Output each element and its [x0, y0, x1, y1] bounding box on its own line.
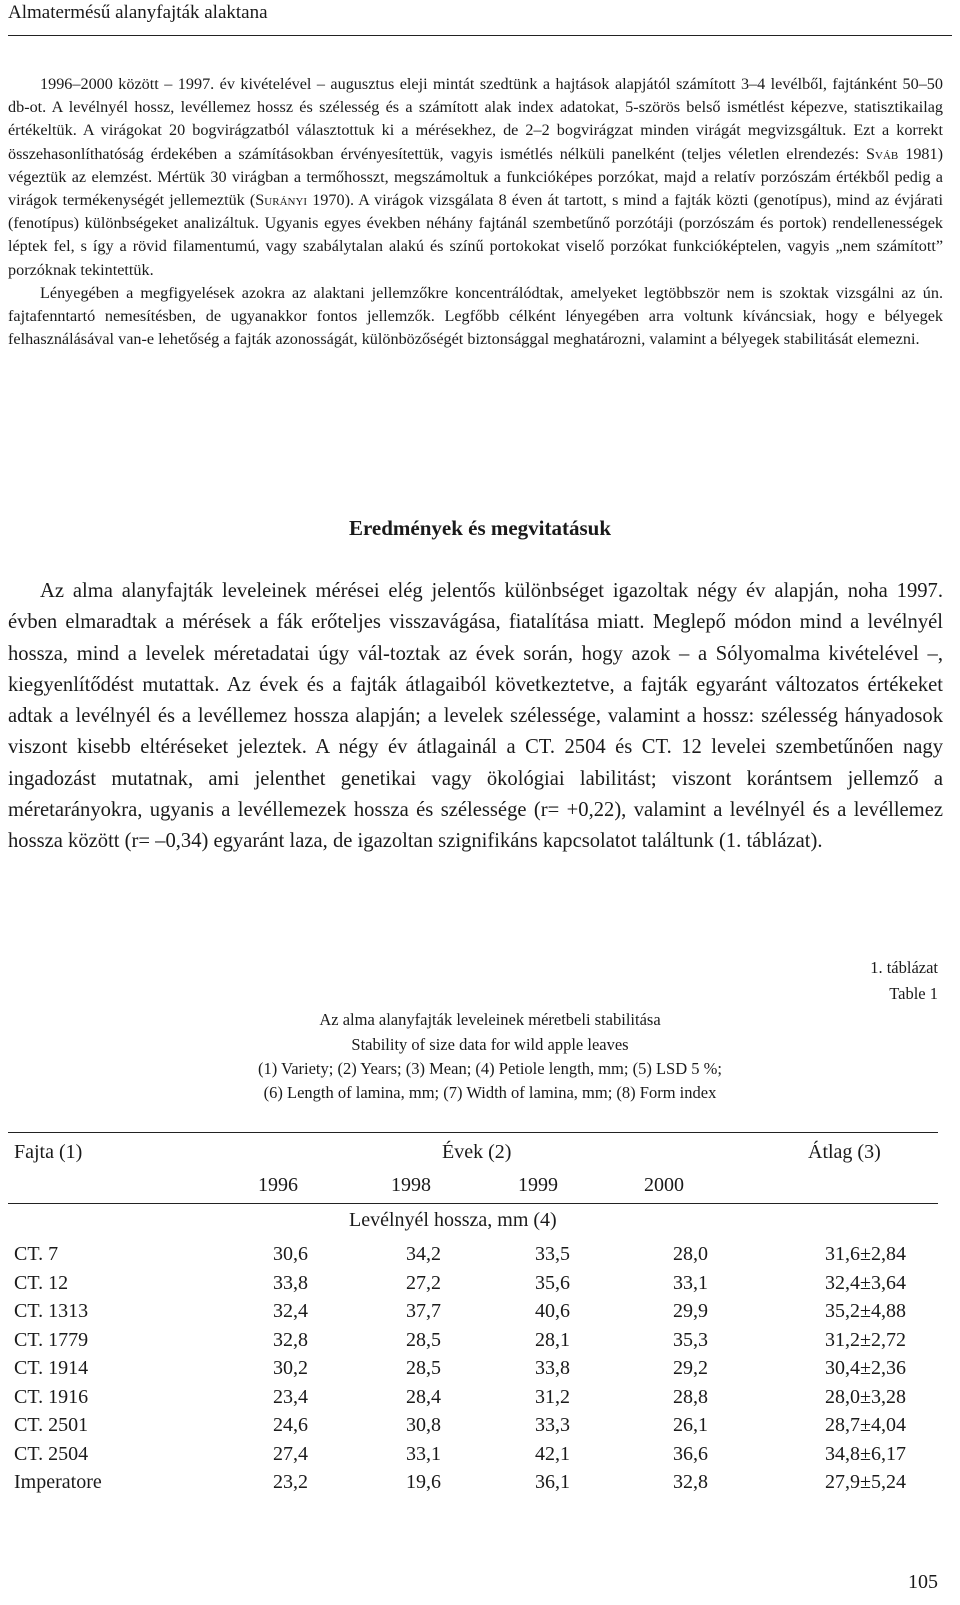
table-cell-mean: 30,4±2,36	[825, 1357, 906, 1379]
table-cell-value: 30,6	[273, 1243, 308, 1265]
table-cell-value: 23,4	[273, 1385, 308, 1408]
table-cell-value: 33,1	[406, 1442, 441, 1465]
table-cell-value: 24,6	[273, 1414, 308, 1436]
methods-paragraph-2: Lényegében a megfigyelések azokra az alaktani jellemzőkre koncentrálódtak, amelyeket legtöbbször nem is szoktak vizsgálni az ún. fajtafenntartó nemesítésben, de ugyanakkor fontos jellemzők. Legfőbb célként lényegében arra voltunk kíváncsiak, hogy e bélyegek felhasználásával van-e lehetőség a fajták azonosságát, különbözőségét biztonsággal meghatározni, valamint a bélyegek stabilitását elemezni.	[8, 283, 943, 349]
results-text	[8, 576, 943, 858]
header-variety: Fajta (1)	[14, 1141, 83, 1163]
running-head: Almatermésű alanyfajták alaktana	[8, 2, 268, 23]
table-top-rule	[8, 1132, 938, 1133]
author-svab: Sváb	[866, 144, 899, 163]
table-cell-value: 23,2	[273, 1471, 308, 1493]
table-cell-value: 35,3	[673, 1328, 708, 1351]
table-cell-variety: CT. 1916	[14, 1385, 89, 1408]
table-cell-value: 28,1	[535, 1328, 570, 1351]
table-cell-value: 28,4	[406, 1385, 441, 1408]
table-caption-2: Stability of size data for wild apple leaves	[351, 1035, 629, 1054]
table-cell-variety: CT. 1779	[14, 1328, 89, 1351]
table-cell-variety: CT. 7	[14, 1243, 59, 1265]
table-cell-value: 29,2	[673, 1357, 708, 1379]
year-1999: 1999	[518, 1174, 558, 1196]
table-cell-value: 42,1	[535, 1442, 570, 1465]
table-cell-value: 28,5	[406, 1328, 441, 1351]
table-cell-value: 36,6	[673, 1442, 708, 1465]
table-cell-mean: 28,7±4,04	[825, 1414, 906, 1436]
table-cell-mean: 28,0±3,28	[825, 1385, 906, 1408]
results-paragraph: Az alma alanyfajták leveleinek mérései elég jelentős különbséget igazoltak négy év alapján, noha 1997. évben elmaradtak a mérések a fák erőteljes visszavágása, fiatalítása miatt. Meglepő módon mind a levélnyél hossza, mind a levelek méretadatai úgy vál-toztak az évek során, hogy azok – a Sólyomalma kivételével –, kiegyenlítődést mutattak. Az évek és a fajták átlagaiból következtetve, a fajták egyaránt változatos értékeket adtak a levélnyél és a levéllemez hossza alapján; a levelek szélessége, valamint a hossz: szélesség hányadosok viszont kisebb eltéréseket jeleztek. A négy év átlagainál a CT. 2504 és CT. 12 levelei szembetűnően nagy ingadozást mutatnak, ami jelenthet genetikai vagy ökológiai labilitást; viszont korántsem jellemző a méretarányokra, ugyanis a levéllemezek hossza és szélessége (r= +0,22), valamint a levélnyél és a levéllemez hossza között (r= –0,34) egyaránt laza, de igazoltan szignifikáns kapcsolatot találtunk (1. táblázat).	[8, 580, 943, 853]
table-cell-value: 33,5	[535, 1243, 570, 1265]
subheader-petiole: Levélnyél hossza, mm (4)	[349, 1209, 557, 1231]
table-cell-value: 27,4	[273, 1442, 308, 1465]
table-cell-value: 37,7	[406, 1300, 441, 1322]
table-cell-value: 29,9	[673, 1300, 708, 1322]
table-cell-value: 35,6	[535, 1271, 570, 1294]
year-2000: 2000	[644, 1174, 684, 1196]
table-cell-mean: 31,6±2,84	[825, 1243, 906, 1265]
year-1996: 1996	[258, 1174, 298, 1196]
table-cell-value: 27,2	[406, 1271, 441, 1294]
table-cell-value: 33,8	[273, 1271, 308, 1294]
table-cell-value: 31,2	[535, 1385, 570, 1408]
year-1998: 1998	[391, 1174, 431, 1196]
table-cell-value: 34,2	[406, 1243, 441, 1265]
table-cell-variety: CT. 1914	[14, 1357, 89, 1379]
table-cell-variety: CT. 1313	[14, 1300, 89, 1322]
table-caption-4: (6) Length of lamina, mm; (7) Width of lamina, mm; (8) Form index	[263, 1083, 717, 1102]
table-cell-variety: Imperatore	[14, 1471, 102, 1493]
table-label-en: Table 1	[889, 984, 938, 1003]
table-cell-value: 28,5	[406, 1357, 441, 1379]
table-mid-rule	[8, 1203, 938, 1204]
table-cell-value: 33,8	[535, 1357, 570, 1379]
page-number: 105	[908, 1571, 938, 1593]
table-caption-1: Az alma alanyfajták leveleinek méretbeli stabilitása	[319, 1010, 661, 1029]
table-cell-value: 28,0	[673, 1243, 708, 1265]
header-mean: Átlag (3)	[808, 1141, 881, 1163]
header-rule	[8, 35, 952, 36]
table-cell-value: 33,1	[673, 1271, 708, 1294]
table-cell-mean: 31,2±2,72	[825, 1328, 906, 1351]
table-cell-value: 30,8	[406, 1414, 441, 1436]
table-cell-value: 36,1	[535, 1471, 570, 1493]
table-cell-mean: 35,2±4,88	[825, 1300, 906, 1322]
table-cell-variety: CT. 12	[14, 1271, 69, 1294]
table-cell-value: 19,6	[406, 1471, 441, 1493]
methods-text	[8, 73, 943, 351]
header-years: Évek (2)	[442, 1141, 512, 1163]
table-cell-value: 32,8	[673, 1471, 708, 1493]
table-cell-value: 30,2	[273, 1357, 308, 1379]
table-cell-value: 26,1	[673, 1414, 708, 1436]
table-cell-variety: CT. 2504	[14, 1442, 89, 1465]
table-cell-mean: 32,4±3,64	[825, 1271, 906, 1294]
table-caption-3: (1) Variety; (2) Years; (3) Mean; (4) Petiole length, mm; (5) LSD 5 %;	[258, 1059, 722, 1078]
table-cell-value: 32,8	[273, 1328, 308, 1351]
table-cell-value: 40,6	[535, 1300, 570, 1322]
author-suranyi: Surányi	[255, 191, 308, 210]
table-cell-mean: 27,9±5,24	[825, 1471, 906, 1493]
table-cell-value: 33,3	[535, 1414, 570, 1436]
table-cell-variety: CT. 2501	[14, 1414, 89, 1436]
table-cell-mean: 34,8±6,17	[825, 1442, 906, 1465]
table-label-hu: 1. táblázat	[870, 958, 938, 977]
table-cell-value: 28,8	[673, 1385, 708, 1408]
section-title: Eredmények és megvitatásuk	[348, 516, 612, 540]
table-cell-value: 32,4	[273, 1300, 308, 1322]
methods-paragraph-1: 1996–2000 között – 1997. év kivételével – augusztus eleji mintát szedtünk a hajtások alapjától számított 3–4 levélből, fajtánként 50–50 db-ot. A levélnyél hossz, levéllemez hossz és szélesség és a számított alak index adatokat, 5-szörös belső ismétlést képezve, statisztikailag értékeltük. A virágokat 20 bogvirágzatból választottuk ki a mérésekhez, de 2–2 bogvirágzat minden virágát megvizsgáltuk. Ezt a korrekt összehasonlíthatóság érdekében a számításokban érvényesítettük, vagyis ismétlés nélküli panelként (teljes véletlen elrendezés: Sváb 1981) végeztük az elemzést. Mértük 30 virágban a termőhosszt, megszámoltuk a funkcióképes porzókat, majd a relatív porzószám értékből pedig a virágok termékenységét jellemeztük (Surányi 1970). A virágok vizsgálata 8 éven át tartott, s mind a fajták közti (genotípus), mind az évjárati (fenotípus) különbségeket analizáltuk. Ugyanis egyes években néhány fajtánál szembetűnő porzótáji (porzószám és portok) rendellenességek léptek fel, s így a rövid filamentumú, vagy szabálytalan alakú és színű portokokat viselő porzókat funkcióképtelen, vagyis „nem számított” porzóknak tekintettük.	[8, 75, 943, 279]
